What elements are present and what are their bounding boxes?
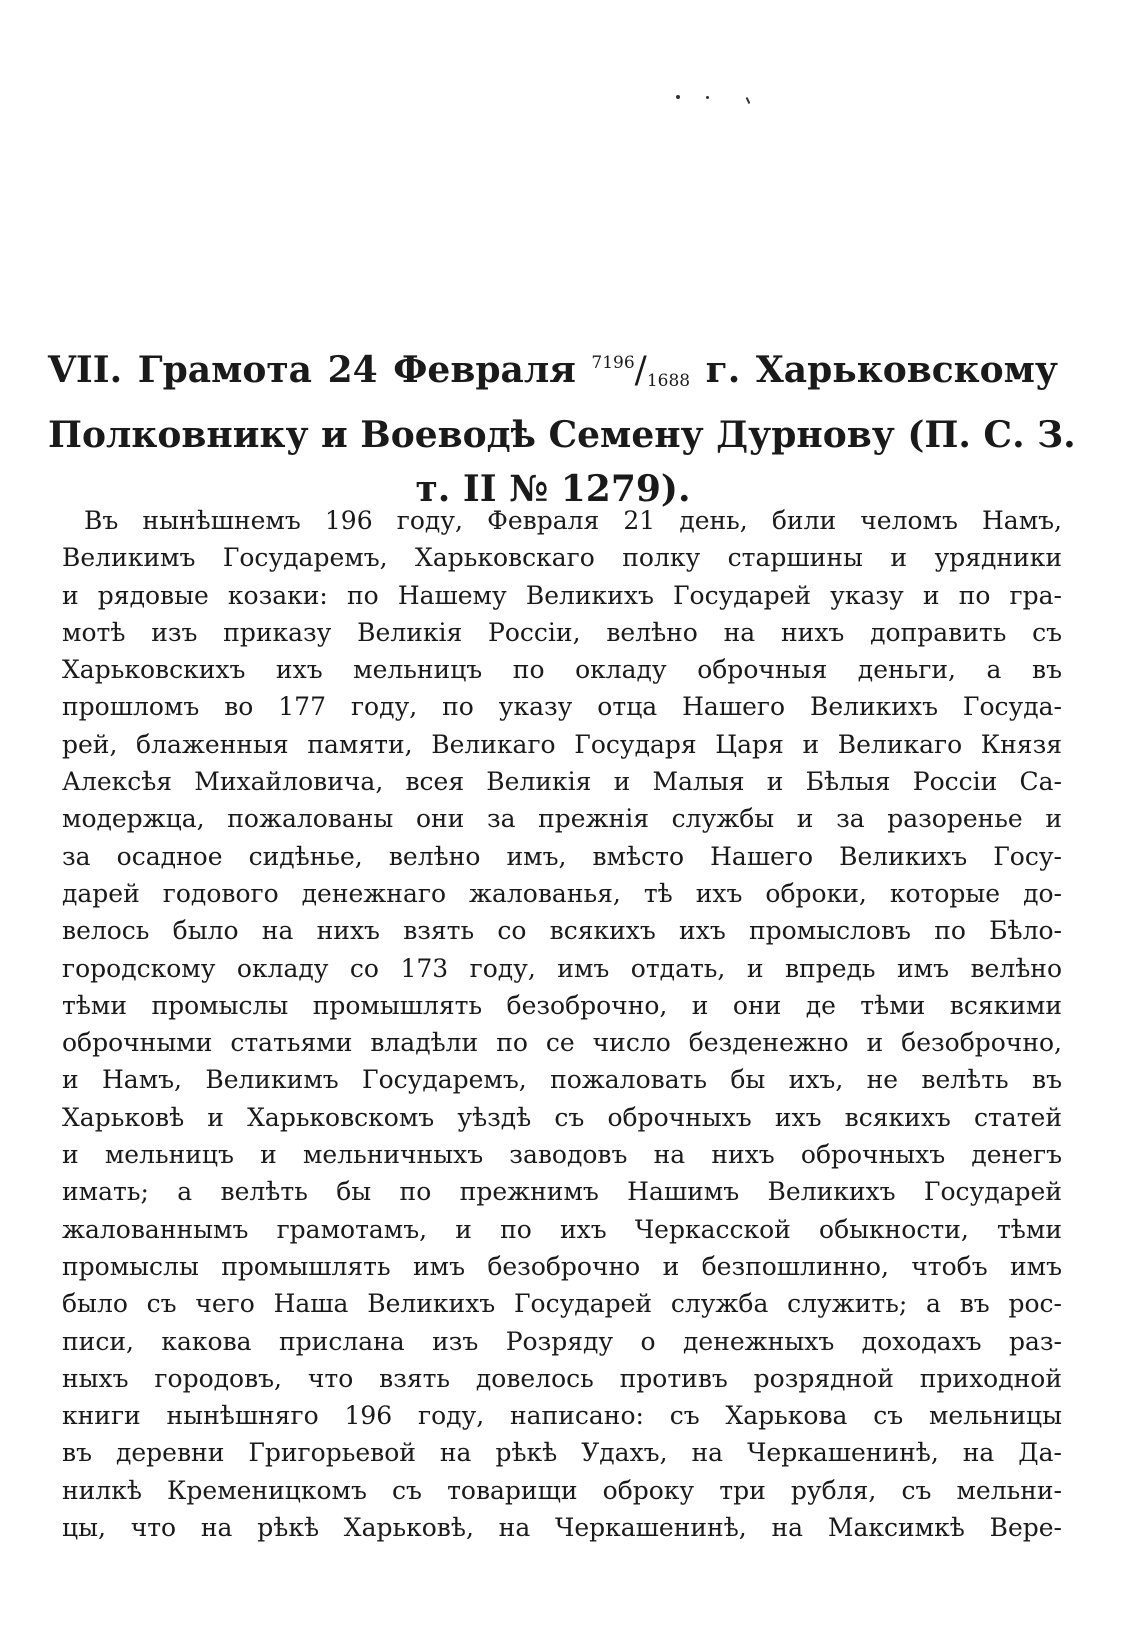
body-line: было съ чего Наша Великихъ Государей служба служить; а въ рос-	[62, 1289, 1062, 1319]
body-line: нилкѣ Кременицкомъ съ товарищи оброку три рубля, съ мельни-	[62, 1475, 1062, 1505]
body-line: цы, что на рѣкѣ Харьковѣ, на Черкашенинѣ, на Максимкѣ Вере-	[62, 1513, 1062, 1543]
heading-line-3: т. II № 1279).	[415, 468, 691, 510]
body-line: жалованнымъ грамотамъ, и по ихъ Черкасской обыкности, тѣми	[62, 1214, 1062, 1244]
scan-speck	[746, 97, 751, 104]
body-line: Великимъ Государемъ, Харьковскаго полку старшины и урядники	[62, 543, 1062, 573]
body-line: и Намъ, Великимъ Государемъ, пожаловать бы ихъ, не велѣть въ	[62, 1065, 1062, 1095]
year-new-style: 1688	[646, 371, 691, 391]
body-line: велось было на нихъ взять со всякихъ ихъ промысловъ по Бѣло-	[62, 916, 1062, 946]
scan-speck	[676, 95, 680, 99]
body-line: прошломъ во 177 году, по указу отца Нашего Великихъ Госуда-	[62, 692, 1062, 722]
scan-speck	[706, 96, 709, 99]
body-line: Въ нынѣшнемъ 196 году, Февраля 21 день, били челомъ Намъ,	[84, 506, 1062, 535]
body-line: оброчными статьями владѣли по се число безденежно и безоброчно,	[62, 1028, 1062, 1058]
body-line: Харьковскихъ ихъ мельницъ по окладу оброчныя деньги, а въ	[62, 655, 1062, 685]
heading-line-1: VII. Грамота 24 Февраля $^{7196}/_{1688}$ г. Харьковскому	[48, 349, 1058, 391]
body-line: и рядовые козаки: по Нашему Великихъ Государей указу и по гра-	[62, 580, 1062, 610]
body-line: за осадное сидѣнье, велѣно имъ, вмѣсто Нашего Великихъ Госу-	[62, 841, 1062, 871]
body-line: ныхъ городовъ, что взять довелось противъ розрядной приходной	[62, 1363, 1062, 1393]
body-line: промыслы промышлять имъ безоброчно и безпошлинно, чтобъ имъ	[62, 1251, 1062, 1281]
body-line: мотѣ изъ приказу Великія Россіи, велѣно на нихъ доправить съ	[62, 617, 1062, 647]
body-line: рей, блаженныя памяти, Великаго Государя Царя и Великаго Князя	[62, 729, 1062, 759]
body-line: Алексѣя Михайловича, всея Великія и Малыя и Бѣлыя Россіи Са-	[62, 767, 1062, 797]
body-line: имать; а велѣть бы по прежнимъ Нашимъ Великихъ Государей	[62, 1177, 1062, 1207]
body-line: писи, какова прислана изъ Розряду о денежныхъ доходахъ раз-	[62, 1326, 1062, 1356]
year-old-style: 7196	[591, 353, 635, 373]
body-line: Харьковѣ и Харьковскомъ уѣздѣ съ оброчныхъ ихъ всякихъ статей	[62, 1102, 1062, 1132]
document-body	[62, 502, 1062, 1546]
body-line: дарей годового денежнаго жалованья, тѣ ихъ оброки, которые до-	[62, 878, 1062, 908]
heading-line-2: Полковнику и Воеводѣ Семену Дурнову (П. С. З.	[48, 414, 1076, 456]
heading-part-a: VII. Грамота 24 Февраля	[48, 349, 576, 391]
body-line: въ деревни Григорьевой на рѣкѣ Удахъ, на Черкашенинѣ, на Да-	[62, 1438, 1062, 1468]
body-line: книги нынѣшняго 196 году, написано: съ Харькова съ мельницы	[62, 1401, 1062, 1431]
body-line: городскому окладу со 173 году, имъ отдать, и впредь имъ велѣно	[62, 953, 1062, 983]
body-line: и мельницъ и мельничныхъ заводовъ на нихъ оброчныхъ денегъ	[62, 1140, 1062, 1170]
body-line: модержца, пожалованы они за прежнія службы и за разоренье и	[62, 804, 1062, 834]
heading-part-b: г. Харьковскому	[705, 349, 1058, 391]
document-heading	[48, 336, 1076, 516]
body-line: тѣми промыслы промышлять безоброчно, и они де тѣми всякими	[62, 990, 1062, 1020]
